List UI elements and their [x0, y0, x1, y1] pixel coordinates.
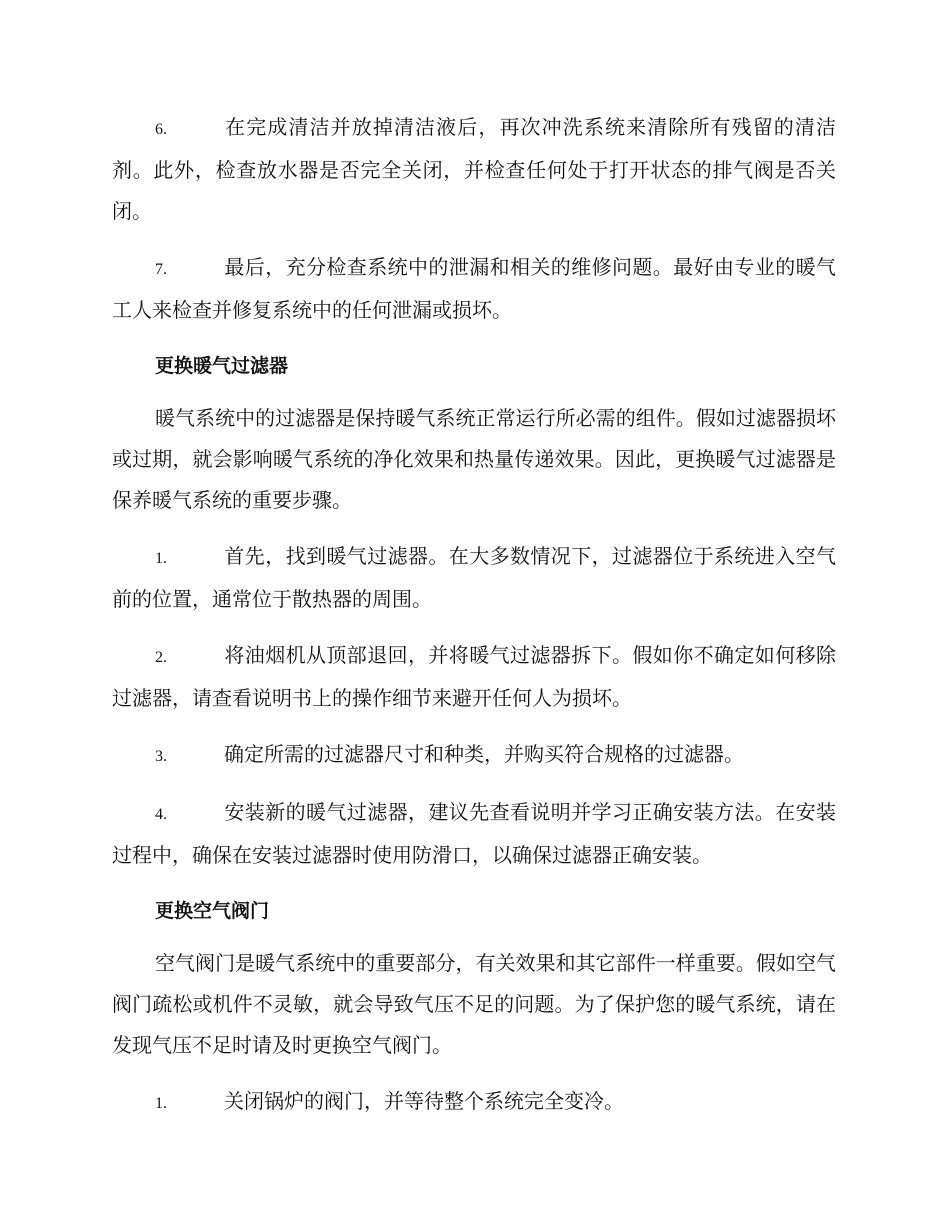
list-item	[112, 536, 836, 620]
list-item-number: 4.	[155, 806, 167, 823]
list-item-text: 确定所需的过滤器尺寸和种类，并购买符合规格的过滤器。	[224, 742, 744, 766]
section-intro-valve: 空气阀门是暖气系统中的重要部分，有关效果和其它部件一样重要。假如空气阀门疏松或机件不灵敏，就会导致气压不足的问题。为了保护您的暖气系统，请在发现气压不足时请及时更换空气阀门。	[112, 951, 836, 1057]
list-item-number: 1.	[155, 550, 167, 567]
list-item-number: 1.	[155, 1095, 167, 1112]
document-body	[112, 107, 836, 1139]
list-item-number: 2.	[155, 649, 167, 666]
list-item-number: 3.	[155, 748, 167, 765]
list-item	[112, 107, 836, 232]
list-item-text: 首先，找到暖气过滤器。在大多数情况下，过滤器位于系统进入空气前的位置，通常位于散热器的周围。	[112, 544, 836, 611]
list-item-number: 6.	[155, 121, 167, 138]
section-heading-valve: 更换空气阀门	[155, 900, 270, 922]
list-item-text: 最后，充分检查系统中的泄漏和相关的维修问题。最好由专业的暖气工人来检查并修复系统中的任何泄漏或损坏。	[112, 255, 836, 322]
list-item	[112, 1081, 836, 1124]
list-item-text: 将油烟机从顶部退回，并将暖气过滤器拆下。假如你不确定如何移除过滤器，请查看说明书上的操作细节来避开任何人为损坏。	[112, 643, 836, 710]
list-item-text: 安装新的暖气过滤器，建议先查看说明并学习正确安装方法。在安装过程中，确保在安装过滤器时使用防滑口，以确保过滤器正确安装。	[112, 800, 836, 867]
list-item-text: 关闭锅炉的阀门，并等待整个系统完全变冷。	[224, 1089, 624, 1113]
section-heading-filter: 更换暖气过滤器	[155, 355, 289, 377]
list-item-text: 在完成清洁并放掉清洁液后，再次冲洗系统来清除所有残留的清洁剂。此外，检查放水器是否完全关闭，并检查任何处于打开状态的排气阀是否关闭。	[112, 115, 836, 223]
list-item	[112, 247, 836, 331]
list-item	[112, 635, 836, 719]
list-item	[112, 792, 836, 876]
section-intro-filter: 暖气系统中的过滤器是保持暖气系统正常运行所必需的组件。假如过滤器损坏或过期，就会影响暖气系统的净化效果和热量传递效果。因此，更换暖气过滤器是保养暖气系统的重要步骤。	[112, 406, 836, 512]
list-item-number: 7.	[155, 261, 167, 278]
list-item	[112, 734, 836, 777]
